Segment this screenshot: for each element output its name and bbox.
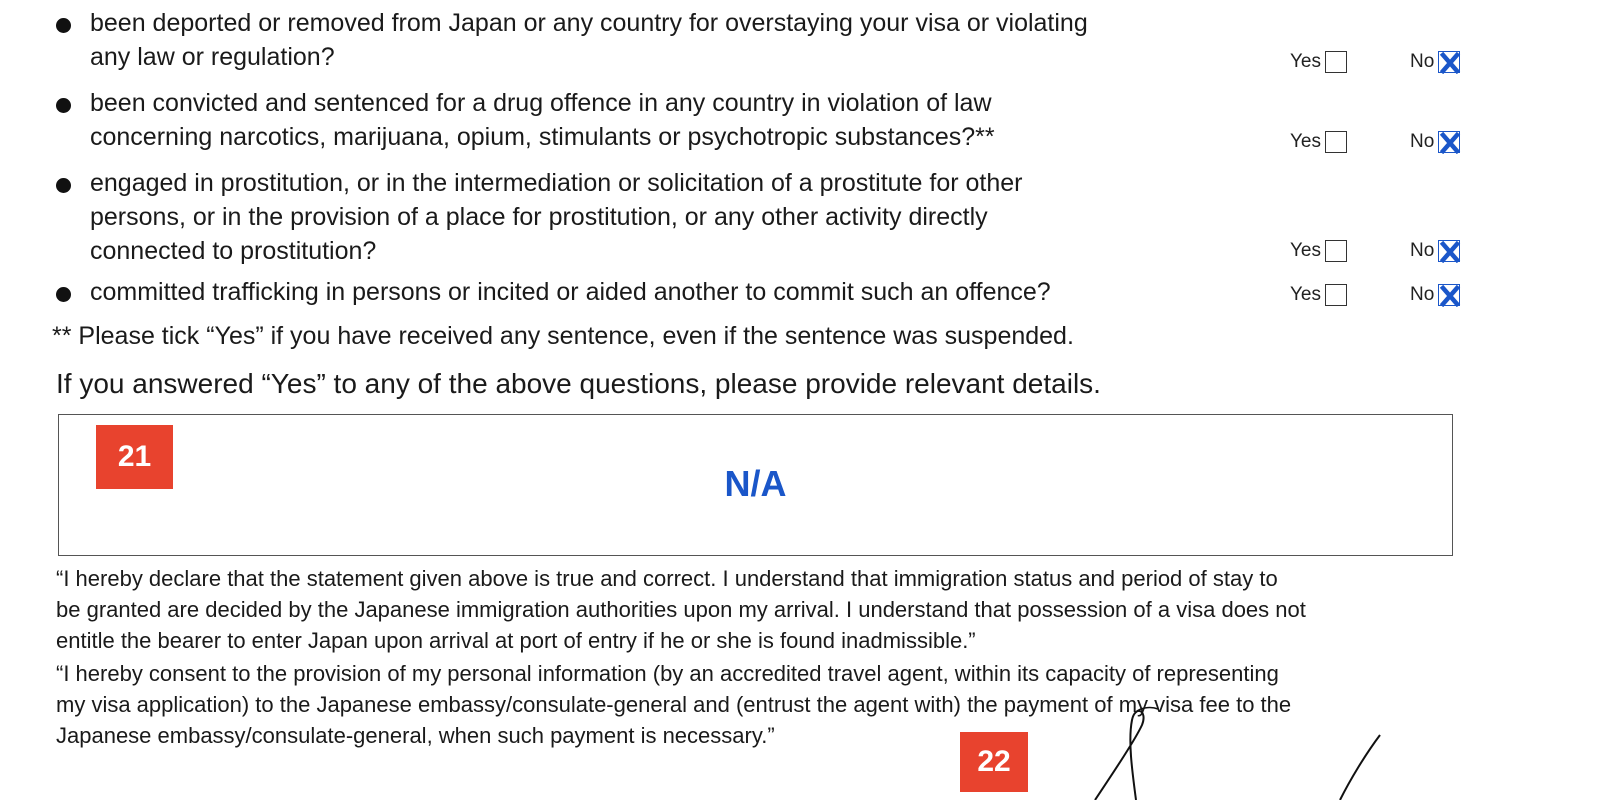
consent-line: “I hereby consent to the provision of my personal information (by an accredited travel agent, within its capacity of representing [56, 661, 1279, 686]
sentence-note: ** Please tick “Yes” if you have received any sentence, even if the sentence was suspended. [52, 322, 1074, 350]
details-prompt: If you answered “Yes” to any of the above questions, please provide relevant details. [56, 368, 1101, 399]
signature [1040, 700, 1460, 800]
yes-label: Yes [1290, 51, 1321, 72]
question-prostitution [56, 166, 1022, 268]
no-label: No [1410, 131, 1435, 152]
declaration-line: entitle the bearer to enter Japan upon arrival at port of entry if he or she is found inadmissible.” [56, 628, 976, 653]
yes-checkbox[interactable] [1325, 284, 1347, 306]
no-checkbox[interactable] [1438, 51, 1460, 73]
no-label: No [1410, 240, 1435, 261]
x-check-icon [1439, 52, 1461, 74]
no-label: No [1410, 51, 1435, 72]
yes-option [1290, 283, 1347, 307]
question-drug-offence [56, 86, 995, 154]
question-line: been deported or removed from Japan or any country for overstaying your visa or violating [90, 9, 1088, 37]
consent-line: my visa application) to the Japanese embassy/consulate-general and (entrust the agent with) the payment of my visa fee to the [56, 692, 1292, 717]
yes-checkbox[interactable] [1325, 240, 1347, 262]
bullet-icon [56, 98, 71, 113]
details-answer: N/A [724, 463, 787, 504]
details-field[interactable] [58, 414, 1453, 556]
no-option [1410, 283, 1460, 307]
yes-option [1290, 50, 1347, 74]
bullet-icon [56, 178, 71, 193]
bullet-icon [56, 287, 71, 302]
no-option [1410, 130, 1460, 154]
no-option [1410, 239, 1460, 263]
x-check-icon [1439, 132, 1461, 154]
yes-label: Yes [1290, 240, 1321, 261]
question-line: committed trafficking in persons or incited or aided another to commit such an offence? [90, 278, 1051, 306]
yes-checkbox[interactable] [1325, 51, 1347, 73]
declaration-line: be granted are decided by the Japanese immigration authorities upon my arrival. I understand that possession of a visa does not [56, 597, 1306, 622]
question-line: any law or regulation? [90, 43, 335, 71]
question-line: connected to prostitution? [90, 237, 377, 265]
yes-option [1290, 239, 1347, 263]
yes-label: Yes [1290, 131, 1321, 152]
question-line: been convicted and sentenced for a drug offence in any country in violation of law [90, 89, 992, 117]
field-badge-21: 21 [96, 425, 173, 489]
question-line: persons, or in the provision of a place for prostitution, or any other activity directly [90, 203, 988, 231]
no-checkbox[interactable] [1438, 284, 1460, 306]
consent-line: Japanese embassy/consulate-general, when such payment is necessary.” [56, 723, 775, 748]
field-badge-22: 22 [960, 732, 1028, 792]
yes-label: Yes [1290, 284, 1321, 305]
yes-option [1290, 130, 1347, 154]
no-checkbox[interactable] [1438, 240, 1460, 262]
no-label: No [1410, 284, 1435, 305]
bullet-icon [56, 18, 71, 33]
question-trafficking [56, 275, 1051, 309]
x-check-icon [1439, 241, 1461, 263]
no-option [1410, 50, 1460, 74]
declaration-line: “I hereby declare that the statement given above is true and correct. I understand that immigration status and period of stay to [56, 566, 1278, 591]
question-line: engaged in prostitution, or in the intermediation or solicitation of a prostitute for other [90, 169, 1023, 197]
question-line: concerning narcotics, marijuana, opium, stimulants or psychotropic substances?** [90, 123, 995, 151]
question-deported [56, 6, 1088, 74]
no-checkbox[interactable] [1438, 131, 1460, 153]
yes-checkbox[interactable] [1325, 131, 1347, 153]
x-check-icon [1439, 285, 1461, 307]
